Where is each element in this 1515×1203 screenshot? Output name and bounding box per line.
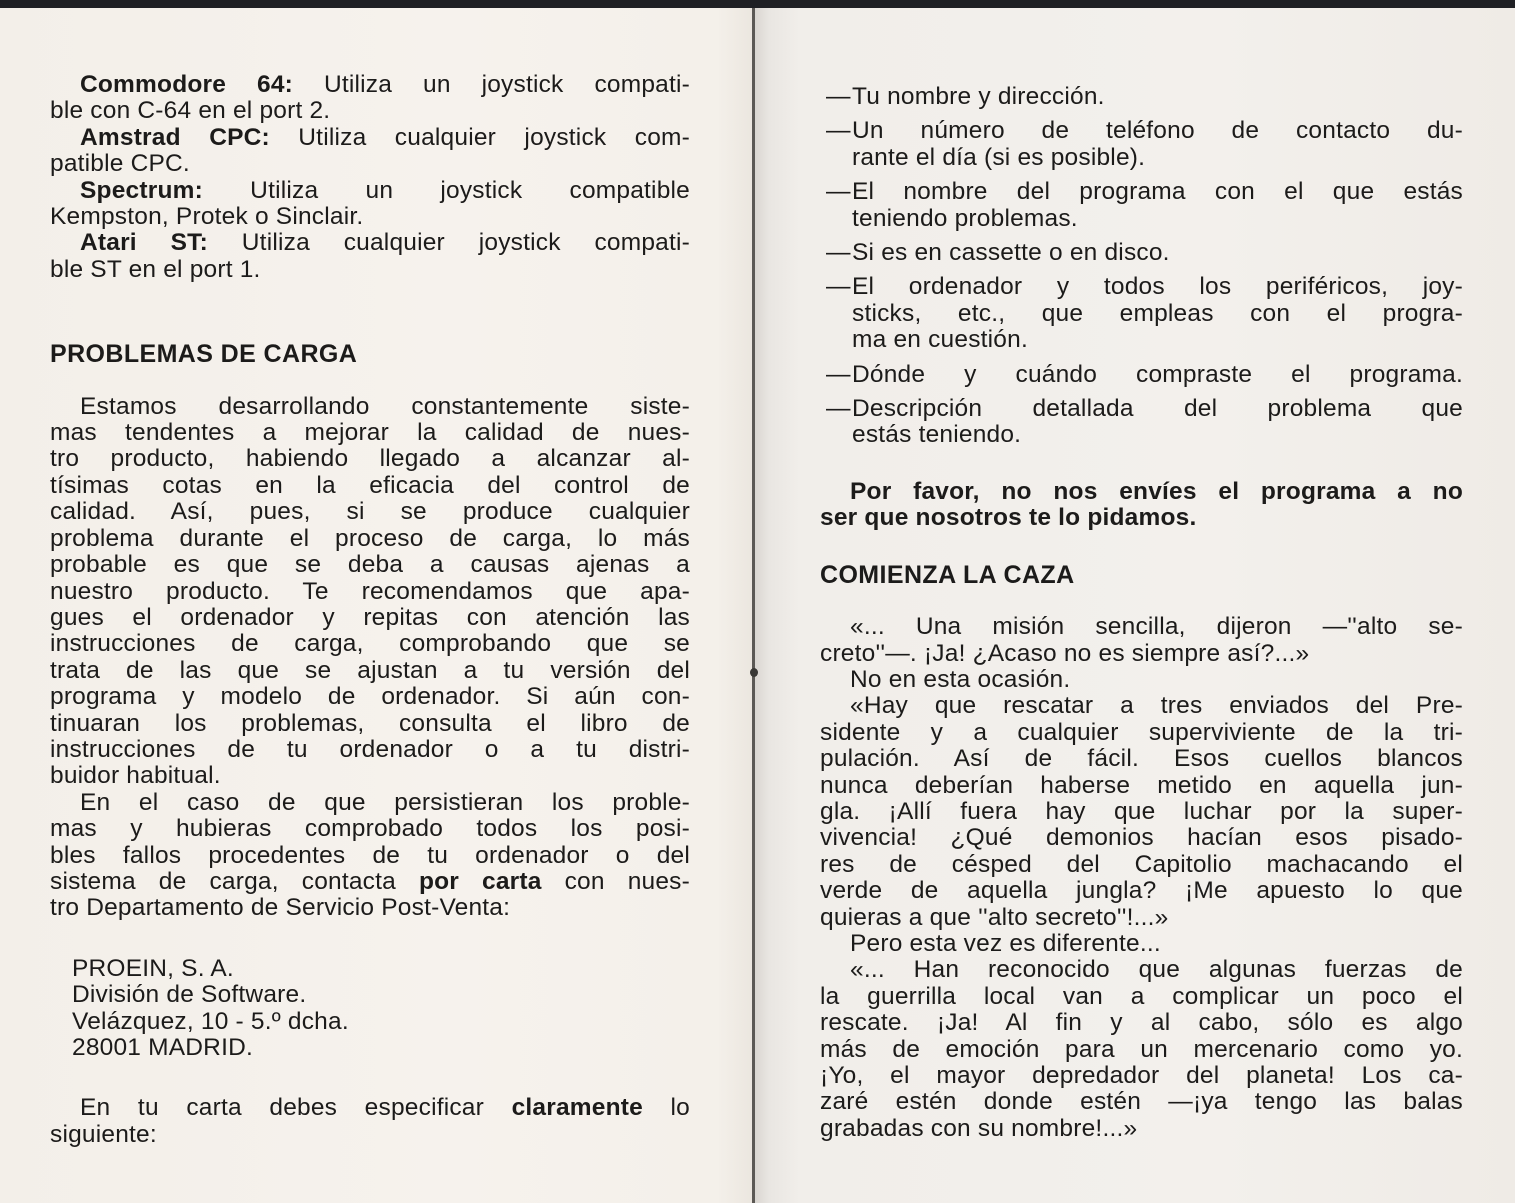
dash-bullet-icon: — <box>826 178 851 206</box>
emphasis-clearly: claramente <box>511 1094 643 1122</box>
scan-top-border <box>0 0 1515 8</box>
joystick-amstrad: Amstrad CPC: Utiliza cualquier joystick com- patible CPC. <box>50 123 690 178</box>
joystick-commodore: Commodore 64: Utiliza un joystick compati- ble con C-64 en el port 2. <box>50 71 690 125</box>
system-label: Atari ST: <box>80 229 208 257</box>
section-heading-loading-problems: PROBLEMAS DE CARGA <box>50 340 358 369</box>
loading-problems-paragraph: Estamos desarrollando constantemente siste- mas tendentes a mejorar la calidad de nues- tro producto, habiendo llegado a alcanzar al- tísimas cotas en la eficacia del control de calidad. Así, pues, si se produce cualquier problema durante el proceso de carga, lo más probable es que se deba a causas ajenas a nuestro producto. Te recomendamos que apa- gues el ordenador y repitas con atención las instrucciones de carga, comprobando que se trata de las que se ajustan a tu versión del programa y modelo de ordenador. Si aún con- tinuaran los problemas, consulta el libro de instrucciones de tu ordenador o a tu distri- buidor habitual. <box>50 392 690 790</box>
section-heading-hunt-begins: COMIENZA LA CAZA <box>820 560 1075 589</box>
contact-paragraph: En el caso de que persistieran los proble- mas y hubieras comprobado todos los posi- bles fallos procedentes de tu ordenador o del sistema de carga, contacta por carta con nues- tro Departamento de Servicio Post-Venta: <box>50 788 690 922</box>
checklist-item: — Si es en cassette o en disco. <box>826 239 1170 267</box>
right-page-text <box>820 84 1463 1142</box>
checklist-item: — Descripción detallada del problema que estás teniendo. <box>826 395 1463 449</box>
system-label: Spectrum: <box>80 176 203 204</box>
checklist-item: — Un número de teléfono de contacto du- rante el día (si es posible). <box>826 117 1463 171</box>
system-label: Amstrad CPC: <box>80 123 270 151</box>
dash-bullet-icon: — <box>826 395 851 423</box>
staple-mark <box>750 668 758 677</box>
dash-bullet-icon: — <box>826 273 851 301</box>
dash-bullet-icon: — <box>826 83 851 110</box>
checklist-item: — El ordenador y todos los periféricos, joy- sticks, etc., que empleas con el progra- ma en cuestión. <box>826 273 1463 354</box>
checklist-item: — Tu nombre y dirección. <box>826 83 1105 110</box>
dash-bullet-icon: — <box>826 360 851 388</box>
dash-bullet-icon: — <box>826 117 851 145</box>
warning-note: Por favor, no nos envíes el programa a no ser que nosotros te lo pidamos. <box>820 477 1463 532</box>
emphasis-by-letter: por carta <box>418 867 542 895</box>
story-text: «... Una misión sencilla, dijeron —''alto se- creto''—. ¡Ja! ¿Acaso no es siempre así?...» No en esta ocasión. «Hay que rescatar a tres enviados del Pre- sidente y a cualquier superviviente de la tri- pulación. Así de fácil. Esos cuellos blancos nunca deberían haberse metido en aquella jun- gla. ¡Allí fuera hay que luchar por la super- vivencia! ¿Qué demonios hacían esos pisado- res de césped del Capitolio machacando el verde de aquella jungla? ¡Me apuesto lo que quieras a que ''alto secreto''!...» Pero esta vez es diferente... «... Han reconocido que algunas fuerzas de la guerrilla local van a complicar un poco el rescate. ¡Ja! Al fin y al cabo, sólo es algo más de emoción para un mercenario como yo. ¡Yo, el mayor depredador del planeta! Los ca- zaré estén donde estén —¡ya tengo las balas grabadas con su nombre!...» <box>820 613 1463 1142</box>
joystick-spectrum: Spectrum: Utiliza un joystick compatible Kempston, Protek o Sinclair. <box>50 176 690 231</box>
joystick-atari: Atari ST: Utiliza cualquier joystick compati- ble ST en el port 1. <box>50 229 690 283</box>
checklist-item: — Dónde y cuándo compraste el programa. <box>826 360 1463 388</box>
checklist <box>820 84 1463 449</box>
left-page-text <box>50 72 690 1148</box>
dash-bullet-icon: — <box>826 239 851 267</box>
system-label: Commodore 64: <box>80 71 294 98</box>
postal-address: PROEIN, S. A. División de Software. Velázquez, 10 - 5.º dcha. 28001 MADRID. <box>72 954 349 1061</box>
closing-paragraph: En tu carta debes especificar claramente lo siguiente: <box>50 1094 690 1148</box>
checklist-item: — El nombre del programa con el que estás teniendo problemas. <box>826 178 1463 232</box>
book-spine <box>752 8 755 1203</box>
